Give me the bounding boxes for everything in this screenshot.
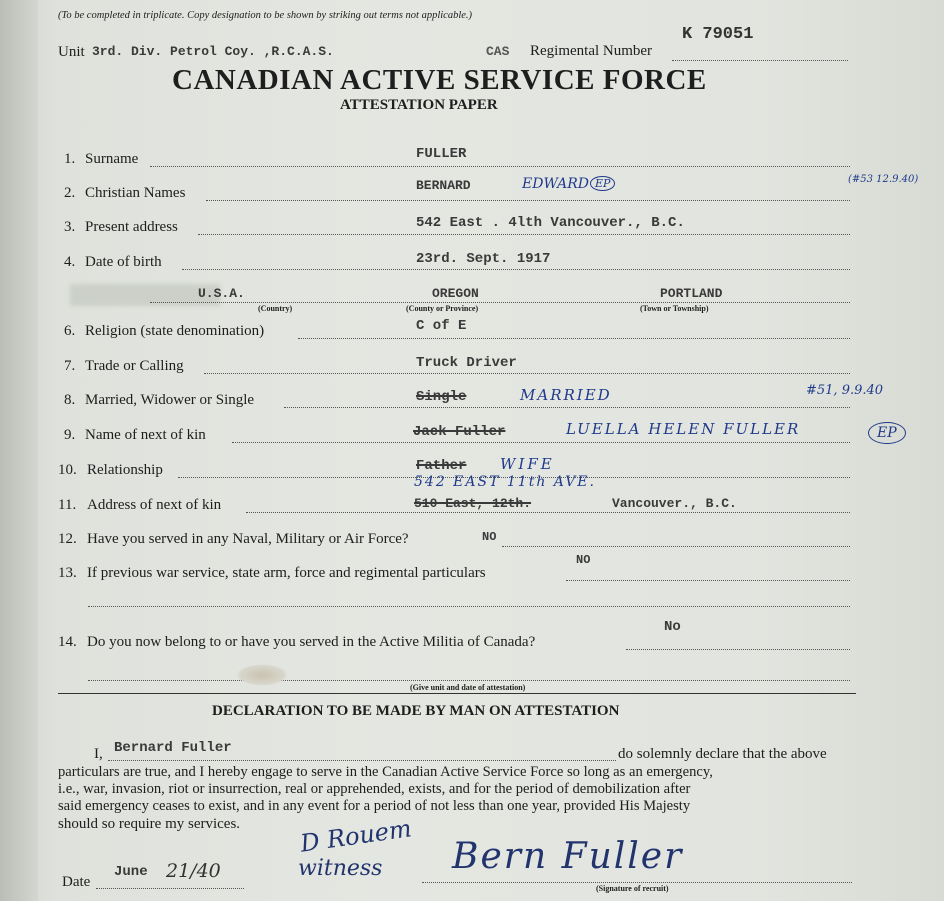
birthplace-town: PORTLAND: [660, 286, 723, 301]
declaration-line4: said emergency ceases to exist, and in any event for a period of not less than one year, provided His Majesty: [58, 798, 691, 814]
christian-names-value: BERNARD: [416, 178, 471, 193]
next-of-kin-struck: Jack Fuller: [413, 424, 506, 440]
next-of-kin-initials: EP: [868, 422, 906, 444]
field-service-label: Have you served in any Naval, Military or Air Force?: [87, 531, 409, 547]
surname-value: FULLER: [416, 146, 467, 162]
field-13-line: [566, 580, 850, 581]
birthplace-province: OREGON: [432, 286, 479, 301]
birthplace-country-caption: (Country): [258, 304, 293, 313]
date-value: June: [114, 864, 148, 880]
regimental-number-line: [672, 60, 848, 61]
field-trade-label: Trade or Calling: [85, 358, 184, 374]
witness-word: witness: [298, 856, 383, 881]
christian-names-initials: EP: [590, 176, 615, 191]
declaration-line2: particulars are true, and I hereby engage to serve in the Canadian Active Service Force so long as an emergency,: [58, 764, 713, 780]
field-13-number: 13.: [58, 565, 77, 581]
declaration-line3: i.e., war, invasion, riot or insurrection, real or apprehended, exists, and for the period of demobilization after: [58, 781, 691, 797]
regimental-number: K 79051: [682, 25, 754, 44]
field-next-of-kin-label: Name of next of kin: [85, 427, 206, 443]
recruit-signature: Bern Fuller: [452, 836, 684, 877]
field-date-of-birth-label: Date of birth: [85, 254, 162, 270]
field-6-number: 6.: [64, 323, 76, 339]
field-4-number: 4.: [64, 254, 76, 270]
field-7-number: 7.: [64, 358, 76, 374]
field-2-line: [206, 200, 850, 201]
trade-value: Truck Driver: [416, 355, 517, 371]
field-12-line: [502, 546, 850, 547]
field-religion-label: Religion (state denomination): [85, 323, 265, 339]
date-of-birth-value: 23rd. Sept. 1917: [416, 251, 551, 267]
relationship-handwritten: WIFE: [500, 455, 555, 473]
war-service-value: NO: [576, 553, 591, 567]
form-title: CANADIAN ACTIVE SERVICE FORCE: [172, 64, 707, 96]
field-relationship-label: Relationship: [87, 462, 163, 478]
militia-value: No: [664, 619, 681, 635]
marital-handwritten: MARRIED: [520, 386, 612, 404]
recruit-signature-line: [422, 882, 852, 883]
field-1-number: 1.: [64, 151, 76, 167]
field-8-line: [284, 407, 850, 408]
field-militia-label: Do you now belong to or have you served in the Active Militia of Canada?: [87, 634, 536, 650]
field-4-line: [182, 269, 850, 270]
christian-names-margin-note: (#53 12.9.40): [848, 174, 919, 185]
date-line: [96, 888, 244, 889]
date-handwritten: 21/40: [166, 860, 221, 882]
unit-value: 3rd. Div. Petrol Coy. ,R.C.A.S.: [92, 44, 334, 59]
field-1-line: [150, 166, 850, 167]
field-marital-label: Married, Widower or Single: [85, 392, 255, 408]
field-7-line: [204, 373, 850, 374]
field-14-line: [626, 649, 850, 650]
smudge-mark: [236, 664, 288, 686]
field-10-number: 10.: [58, 462, 77, 478]
field-9-line: [232, 442, 850, 443]
field-13-extra-line: [88, 606, 850, 607]
instruction-text: (To be completed in triplicate. Copy designation to be shown by striking out terms not applicable.): [58, 10, 473, 21]
field-14-number: 14.: [58, 634, 77, 650]
declaration-line1-tail: do solemnly declare that the above: [618, 746, 827, 762]
unit-label: Unit: [58, 44, 85, 60]
field-address-next-of-kin-label: Address of next of kin: [87, 497, 222, 513]
field-12-number: 12.: [58, 531, 77, 547]
field-christian-names-label: Christian Names: [85, 185, 186, 201]
field-2-number: 2.: [64, 185, 76, 201]
next-of-kin-handwritten: LUELLA HELEN FULLER: [566, 420, 801, 438]
service-value: NO: [482, 530, 497, 544]
field-3-line: [198, 234, 850, 235]
unit-handwritten: CAS: [486, 44, 510, 59]
declaration-heading: DECLARATION TO BE MADE BY MAN ON ATTESTATION: [212, 703, 620, 719]
declaration-i-label: I,: [94, 746, 103, 762]
marital-margin-note: #51, 9.9.40: [806, 383, 884, 398]
declaration-name-line: [108, 760, 616, 761]
address-next-of-kin-handwritten: 542 EAST 11th AVE.: [414, 474, 596, 490]
present-address-value: 542 East . 4lth Vancouver., B.C.: [416, 215, 685, 231]
witness-signature: D Rouem: [298, 814, 414, 858]
christian-names-handwritten: EDWARD: [522, 176, 590, 192]
field-3-number: 3.: [64, 219, 76, 235]
field-9-number: 9.: [64, 427, 76, 443]
form-subtitle: ATTESTATION PAPER: [340, 97, 498, 113]
birthplace-province-caption: (County or Province): [406, 304, 479, 313]
declaration-line5: should so require my services.: [58, 816, 241, 832]
marital-value-struck: Single: [416, 389, 467, 405]
date-label: Date: [62, 874, 91, 890]
address-next-of-kin-struck: 510 East, 12th.: [414, 496, 532, 511]
birthplace-country: U.S.A.: [198, 286, 245, 301]
field-war-service-label: If previous war service, state arm, force and regimental particulars: [87, 565, 486, 581]
declaration-name: Bernard Fuller: [114, 740, 232, 756]
birthplace-town-caption: (Town or Township): [640, 304, 709, 313]
relationship-struck: Father: [416, 458, 467, 474]
field-8-number: 8.: [64, 392, 76, 408]
address-next-of-kin-city: Vancouver., B.C.: [612, 496, 737, 511]
attestation-note: (Give unit and date of attestation): [410, 683, 526, 692]
recruit-signature-caption: (Signature of recruit): [596, 884, 669, 893]
section-divider: [58, 693, 856, 694]
regimental-label: Regimental Number: [530, 43, 653, 59]
field-present-address-label: Present address: [85, 219, 178, 235]
left-edge-shadow: [0, 0, 38, 901]
field-5-line: [150, 302, 850, 303]
field-surname-label: Surname: [85, 151, 139, 167]
field-11-number: 11.: [58, 497, 77, 513]
field-6-line: [298, 338, 850, 339]
field-14-extra-line: [88, 680, 850, 681]
religion-value: C of E: [416, 318, 467, 334]
field-11-line: [246, 512, 850, 513]
